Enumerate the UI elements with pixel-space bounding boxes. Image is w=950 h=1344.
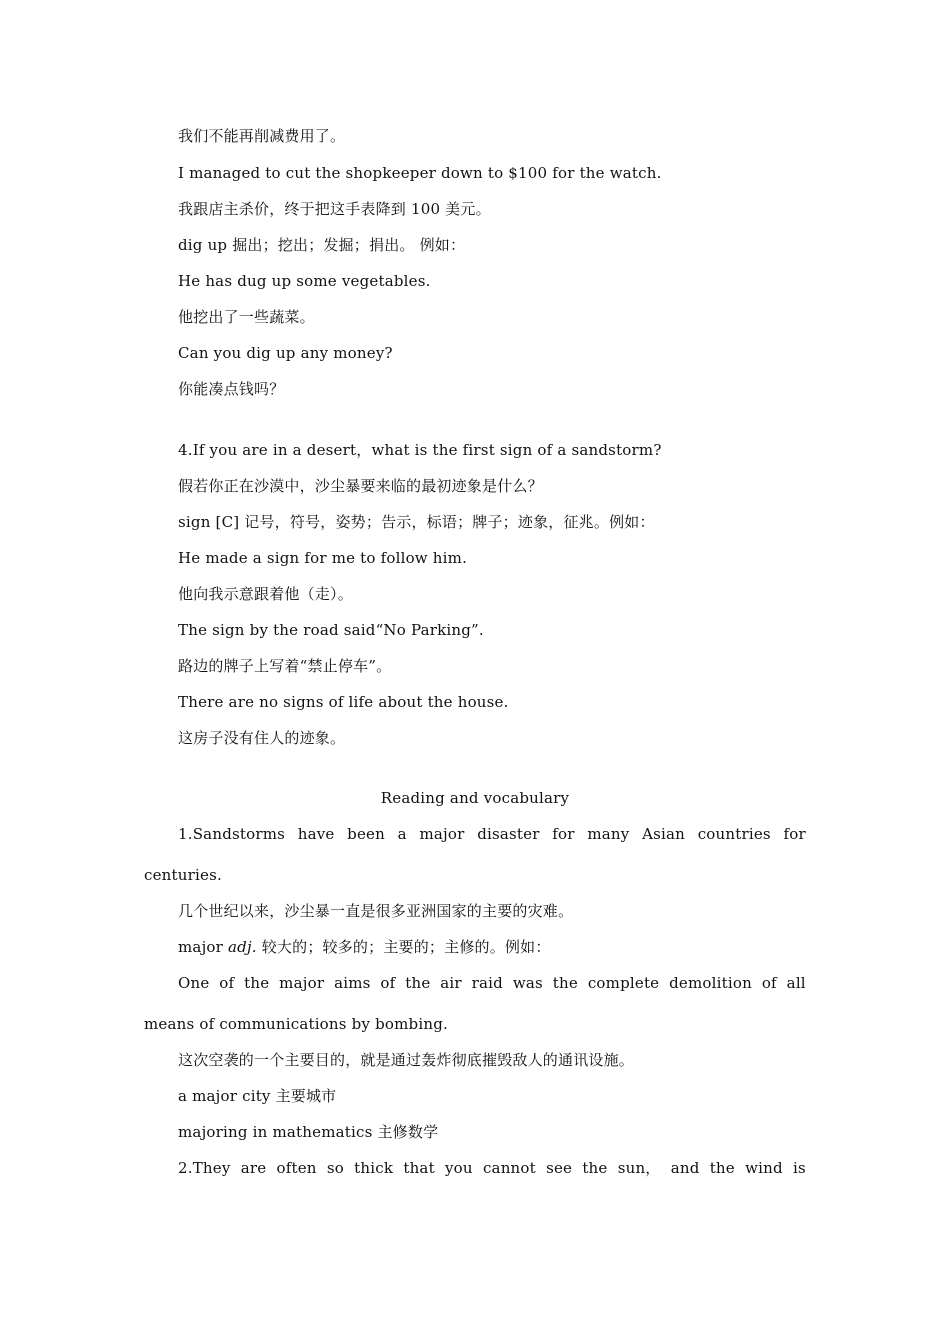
- text-line: 你能凑点钱吗？: [178, 380, 285, 398]
- word: disaster: [477, 825, 540, 843]
- section-heading: Reading and vocabulary: [380, 789, 570, 807]
- word: One: [178, 974, 210, 992]
- text-line: means of communications by bombing.: [144, 1015, 448, 1033]
- text-line: 我跟店主杀价，终于把这手表降到 100 美元。: [178, 200, 491, 218]
- text-line: 路边的牌子上写着“禁止停车”。: [178, 657, 392, 675]
- word: for: [552, 825, 575, 843]
- text-line: Can you dig up any money?: [178, 344, 393, 362]
- word: for: [783, 825, 806, 843]
- word: all: [786, 974, 806, 992]
- word: is: [792, 1159, 806, 1177]
- text-line: 我们不能再削减费用了。: [178, 127, 346, 145]
- word: the: [405, 974, 431, 992]
- word: 2.They: [178, 1159, 231, 1177]
- word: the: [244, 974, 270, 992]
- word: aims: [334, 974, 371, 992]
- justified-line: [178, 1158, 806, 1178]
- text-line: I managed to cut the shopkeeper down to $100 for the watch.: [178, 164, 662, 182]
- part-of-speech: adj.: [228, 938, 257, 956]
- text-line: 假若你正在沙漠中，沙尘暴要来临的最初迹象是什么？: [178, 477, 543, 495]
- text-line: dig up 掘出；挖出；发掘；捐出。 例如：: [178, 236, 466, 254]
- word: thick: [354, 1159, 394, 1177]
- word: are: [240, 1159, 267, 1177]
- word: you: [445, 1159, 473, 1177]
- word: a: [397, 825, 407, 843]
- text-fragment: 较大的；较多的；主要的；主修的。例如：: [256, 938, 551, 956]
- word: of: [761, 974, 777, 992]
- word: complete: [587, 974, 660, 992]
- text-line: majoring in mathematics 主修数学: [178, 1123, 439, 1141]
- text-fragment: major: [178, 938, 228, 956]
- word: see: [546, 1159, 573, 1177]
- text-line: sign [C] 记号，符号，姿势；告示，标语；牌子；迹象，征兆。例如：: [178, 513, 655, 531]
- text-line: There are no signs of life about the house.: [178, 693, 509, 711]
- word: cannot: [482, 1159, 536, 1177]
- justified-line: [178, 973, 806, 993]
- word: countries: [697, 825, 771, 843]
- word: of: [219, 974, 235, 992]
- word: major: [419, 825, 465, 843]
- text-line: 几个世纪以来，沙尘暴一直是很多亚洲国家的主要的灾难。: [178, 902, 574, 920]
- word: and: [670, 1159, 700, 1177]
- word: Asian: [642, 825, 686, 843]
- text-line: 这次空袭的一个主要目的，就是通过轰炸彻底摧毁敌人的通讯设施。: [178, 1051, 635, 1069]
- text-line: [178, 937, 551, 957]
- word: the: [552, 974, 578, 992]
- text-line: centuries.: [144, 866, 222, 884]
- word: often: [276, 1159, 317, 1177]
- question-line: 4.If you are in a desert，what is the first sign of a sandstorm?: [178, 441, 662, 459]
- justified-line: [178, 824, 806, 844]
- word: raid: [471, 974, 503, 992]
- text-line: The sign by the road said“No Parking”.: [178, 621, 484, 639]
- text-line: 他向我示意跟着他（走）。: [178, 585, 353, 603]
- word: demolition: [669, 974, 752, 992]
- word: of: [380, 974, 396, 992]
- text-line: He made a sign for me to follow him.: [178, 549, 468, 567]
- word: have: [297, 825, 335, 843]
- word: was: [512, 974, 543, 992]
- text-line: 这房子没有住人的迹象。: [178, 729, 346, 747]
- word: air: [440, 974, 462, 992]
- text-line: 他挖出了一些蔬菜。: [178, 308, 315, 326]
- word: wind: [745, 1159, 783, 1177]
- word: sun，: [617, 1159, 661, 1177]
- text-line: a major city 主要城市: [178, 1087, 337, 1105]
- word: the: [582, 1159, 608, 1177]
- text-line: He has dug up some vegetables.: [178, 272, 431, 290]
- word: 1.Sandstorms: [178, 825, 286, 843]
- word: many: [587, 825, 630, 843]
- word: the: [709, 1159, 735, 1177]
- word: that: [403, 1159, 435, 1177]
- word: been: [347, 825, 385, 843]
- word: so: [326, 1159, 344, 1177]
- word: major: [279, 974, 325, 992]
